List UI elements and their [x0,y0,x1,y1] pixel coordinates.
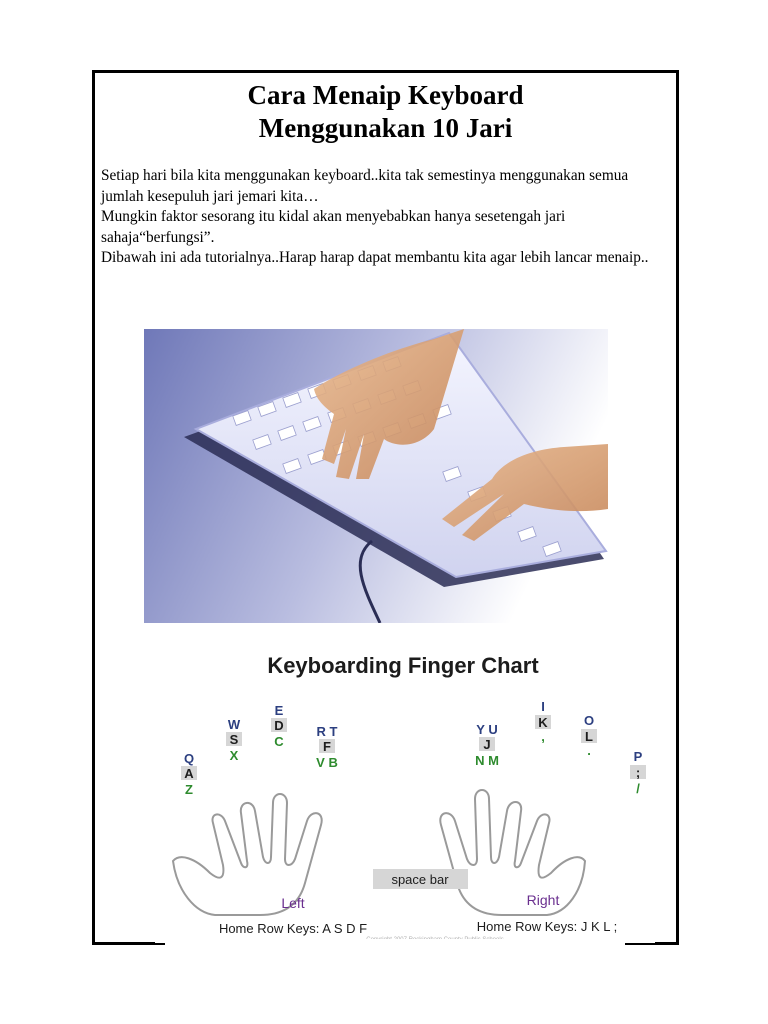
left-middle-home-key: D [274,718,284,733]
left-index-bottom-keys: V B [316,755,338,770]
left-index-home-key: F [323,739,331,754]
paragraph-3: Dibawah ini ada tutorialnya..Harap harap dapat membantu kita agar lebih lancar menaip.. [101,249,649,267]
left-pinky-top-key: Q [183,751,195,766]
right-index-bottom-keys: N M [475,753,499,768]
intro-text [101,166,667,269]
left-ring-bottom-key: X [229,748,239,763]
right-index-top-keys: Y U [476,722,498,737]
right-pinky-home-key: ; [635,765,641,780]
left-pinky-home-key: A [184,766,194,781]
right-middle-top-key: I [541,699,545,714]
title-line-2: Menggunakan 10 Jari [258,113,513,143]
keyboard-hands-photo [144,329,608,623]
home-row-left-caption: Home Row Keys: A S D F [218,921,368,936]
title-line-1: Cara Menaip Keyboard [247,80,524,110]
left-pinky-bottom-key: Z [185,782,193,797]
right-middle-bottom-key: , [541,729,545,744]
left-middle-bottom-key: C [274,734,284,749]
finger-chart [155,643,655,943]
paragraph-2: Mungkin faktor sesorang itu kidal akan menyebabkan hanya sesetengah jari sahaja“berfungsi”. [101,208,566,246]
right-ring-top-key: O [583,713,595,728]
frame-gap [165,939,625,945]
document-frame [92,70,679,945]
right-ring-bottom-key: . [587,743,591,758]
left-hand-label: Left [281,895,305,911]
chart-title: Keyboarding Finger Chart [267,653,539,678]
right-middle-home-key: K [538,715,548,730]
left-middle-top-key: E [274,703,284,718]
right-pinky-top-key: P [633,749,643,764]
right-index-home-key: J [483,737,491,752]
paragraph-1: Setiap hari bila kita menggunakan keyboard..kita tak semestinya menggunakan semua jumlah kesepuluh jari jemari kita… [101,167,629,205]
space-bar-label: space bar [391,872,449,887]
document-title [95,79,676,145]
right-ring-home-key: L [585,729,593,744]
left-ring-home-key: S [229,732,239,747]
right-hand-label: Right [526,892,560,908]
left-ring-top-key: W [227,717,241,732]
right-pinky-bottom-key: / [636,781,640,796]
left-index-top-keys: R T [316,724,338,739]
home-row-right-caption: Home Row Keys: J K L ; [476,919,618,934]
